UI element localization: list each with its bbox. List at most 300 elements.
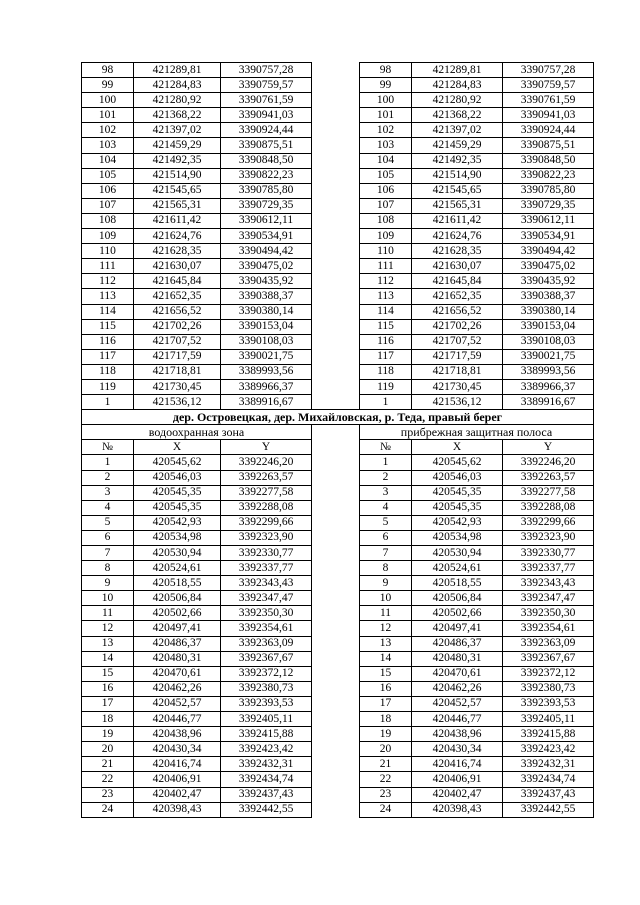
section-title-row — [82, 410, 594, 425]
table-row — [82, 546, 594, 561]
left-point-number: 115 — [82, 319, 134, 334]
right-point-number: 8 — [360, 561, 412, 576]
right-x-value: 421368,22 — [412, 108, 503, 123]
header-y-left: Y — [221, 440, 312, 455]
column-gap — [312, 515, 360, 530]
right-x-value: 421730,45 — [412, 379, 503, 394]
left-point-number: 10 — [82, 591, 134, 606]
column-gap — [312, 78, 360, 93]
left-y-value: 3390108,03 — [221, 334, 312, 349]
table-row — [82, 259, 594, 274]
left-point-number: 118 — [82, 364, 134, 379]
column-gap — [312, 561, 360, 576]
left-x-value: 420530,94 — [134, 546, 221, 561]
table-row — [82, 274, 594, 289]
left-y-value: 3392337,77 — [221, 561, 312, 576]
right-point-number: 110 — [360, 244, 412, 259]
right-x-value: 420546,03 — [412, 470, 503, 485]
left-point-number: 24 — [82, 802, 134, 817]
right-point-number: 20 — [360, 742, 412, 757]
table-row — [82, 621, 594, 636]
right-x-value: 421280,92 — [412, 93, 503, 108]
right-point-number: 119 — [360, 379, 412, 394]
table-row — [82, 727, 594, 742]
right-point-number: 102 — [360, 123, 412, 138]
column-gap — [312, 108, 360, 123]
left-x-value: 421368,22 — [134, 108, 221, 123]
column-gap — [312, 787, 360, 802]
left-x-value: 421280,92 — [134, 93, 221, 108]
table-row — [82, 606, 594, 621]
column-gap — [312, 364, 360, 379]
right-y-value: 3392432,31 — [503, 757, 594, 772]
column-gap — [312, 379, 360, 394]
right-x-value: 421492,35 — [412, 153, 503, 168]
left-y-value: 3392350,30 — [221, 606, 312, 621]
table-row — [82, 138, 594, 153]
right-point-number: 5 — [360, 515, 412, 530]
header-x-left: X — [134, 440, 221, 455]
left-y-value: 3390380,14 — [221, 304, 312, 319]
right-y-value: 3392367,67 — [503, 651, 594, 666]
left-x-value: 421624,76 — [134, 229, 221, 244]
right-x-value: 421630,07 — [412, 259, 503, 274]
left-point-number: 2 — [82, 470, 134, 485]
column-gap — [312, 636, 360, 651]
column-gap — [312, 757, 360, 772]
right-point-number: 3 — [360, 485, 412, 500]
table-row — [82, 666, 594, 681]
right-x-value: 421656,52 — [412, 304, 503, 319]
left-point-number: 105 — [82, 168, 134, 183]
left-point-number: 108 — [82, 213, 134, 228]
left-x-value: 421707,52 — [134, 334, 221, 349]
right-point-number: 116 — [360, 334, 412, 349]
right-x-value: 420545,35 — [412, 485, 503, 500]
right-point-number: 115 — [360, 319, 412, 334]
right-y-value: 3392288,08 — [503, 500, 594, 515]
left-y-value: 3390924,44 — [221, 123, 312, 138]
left-x-value: 420545,35 — [134, 500, 221, 515]
left-x-value: 420438,96 — [134, 727, 221, 742]
left-y-value: 3390759,57 — [221, 78, 312, 93]
right-point-number: 111 — [360, 259, 412, 274]
right-y-value: 3392363,09 — [503, 636, 594, 651]
left-point-number: 3 — [82, 485, 134, 500]
left-y-value: 3390761,59 — [221, 93, 312, 108]
right-y-value: 3392372,12 — [503, 666, 594, 681]
column-gap — [312, 772, 360, 787]
left-x-value: 420545,62 — [134, 455, 221, 470]
right-x-value: 420502,66 — [412, 606, 503, 621]
right-y-value: 3392323,90 — [503, 530, 594, 545]
right-point-number: 21 — [360, 757, 412, 772]
left-x-value: 421628,35 — [134, 244, 221, 259]
left-y-value: 3392263,57 — [221, 470, 312, 485]
table-row — [82, 213, 594, 228]
left-x-value: 421702,26 — [134, 319, 221, 334]
column-gap — [312, 681, 360, 696]
table-row — [82, 334, 594, 349]
right-point-number: 101 — [360, 108, 412, 123]
right-y-value: 3392299,66 — [503, 515, 594, 530]
left-point-number: 1 — [82, 455, 134, 470]
left-y-value: 3390534,91 — [221, 229, 312, 244]
right-y-value: 3390729,35 — [503, 198, 594, 213]
column-gap — [312, 334, 360, 349]
table-row — [82, 681, 594, 696]
right-x-value: 420534,98 — [412, 530, 503, 545]
column-gap — [312, 470, 360, 485]
table-row — [82, 696, 594, 711]
column-gap — [312, 63, 360, 78]
left-x-value: 421459,29 — [134, 138, 221, 153]
left-point-number: 12 — [82, 621, 134, 636]
left-y-value: 3392442,55 — [221, 802, 312, 817]
right-point-number: 112 — [360, 274, 412, 289]
table-row — [82, 455, 594, 470]
left-y-value: 3392323,90 — [221, 530, 312, 545]
right-x-value: 421702,26 — [412, 319, 503, 334]
column-gap — [312, 712, 360, 727]
left-point-number: 101 — [82, 108, 134, 123]
left-y-value: 3392405,11 — [221, 712, 312, 727]
left-x-value: 420542,93 — [134, 515, 221, 530]
column-gap — [312, 530, 360, 545]
table-row — [82, 515, 594, 530]
right-x-value: 421514,90 — [412, 168, 503, 183]
right-point-number: 114 — [360, 304, 412, 319]
header-number-left: № — [82, 440, 134, 455]
column-gap — [312, 289, 360, 304]
left-x-value: 420446,77 — [134, 712, 221, 727]
left-y-value: 3390388,37 — [221, 289, 312, 304]
right-x-value: 421628,35 — [412, 244, 503, 259]
left-x-value: 421397,02 — [134, 123, 221, 138]
left-point-number: 117 — [82, 349, 134, 364]
left-point-number: 6 — [82, 530, 134, 545]
left-x-value: 421611,42 — [134, 213, 221, 228]
left-point-number: 110 — [82, 244, 134, 259]
left-x-value: 421730,45 — [134, 379, 221, 394]
table-row — [82, 757, 594, 772]
left-y-value: 3392432,31 — [221, 757, 312, 772]
right-point-number: 107 — [360, 198, 412, 213]
left-y-value: 3390785,80 — [221, 183, 312, 198]
coordinates-table — [81, 62, 594, 818]
right-y-value: 3392442,55 — [503, 802, 594, 817]
table-row — [82, 108, 594, 123]
right-x-value: 420416,74 — [412, 757, 503, 772]
left-point-number: 113 — [82, 289, 134, 304]
left-x-value: 421718,81 — [134, 364, 221, 379]
right-y-value: 3390435,92 — [503, 274, 594, 289]
section2-header — [82, 410, 594, 455]
left-x-value: 421289,81 — [134, 63, 221, 78]
left-point-number: 22 — [82, 772, 134, 787]
right-point-number: 7 — [360, 546, 412, 561]
table-row — [82, 244, 594, 259]
table-row — [82, 153, 594, 168]
column-gap — [312, 485, 360, 500]
right-x-value: 420480,31 — [412, 651, 503, 666]
column-gap — [312, 244, 360, 259]
right-point-number: 109 — [360, 229, 412, 244]
left-point-number: 20 — [82, 742, 134, 757]
left-point-number: 1 — [82, 395, 134, 410]
left-point-number: 111 — [82, 259, 134, 274]
table-row — [82, 349, 594, 364]
right-y-value: 3390534,91 — [503, 229, 594, 244]
header-y-right: Y — [503, 440, 594, 455]
left-x-value: 421656,52 — [134, 304, 221, 319]
header-number-right: № — [360, 440, 412, 455]
right-point-number: 16 — [360, 681, 412, 696]
left-y-value: 3392354,61 — [221, 621, 312, 636]
left-point-number: 13 — [82, 636, 134, 651]
left-y-value: 3390612,11 — [221, 213, 312, 228]
left-x-value: 421652,35 — [134, 289, 221, 304]
right-x-value: 421624,76 — [412, 229, 503, 244]
left-y-value: 3390822,23 — [221, 168, 312, 183]
table-row — [82, 651, 594, 666]
left-y-value: 3392299,66 — [221, 515, 312, 530]
table-row — [82, 123, 594, 138]
right-x-value: 420542,93 — [412, 515, 503, 530]
left-y-value: 3389993,56 — [221, 364, 312, 379]
left-point-number: 9 — [82, 576, 134, 591]
right-x-value: 421289,81 — [412, 63, 503, 78]
right-y-value: 3390761,59 — [503, 93, 594, 108]
table-row — [82, 591, 594, 606]
left-y-value: 3389916,67 — [221, 395, 312, 410]
column-gap — [312, 123, 360, 138]
right-x-value: 420530,94 — [412, 546, 503, 561]
left-point-number: 4 — [82, 500, 134, 515]
right-point-number: 15 — [360, 666, 412, 681]
right-x-value: 420497,41 — [412, 621, 503, 636]
left-point-number: 100 — [82, 93, 134, 108]
left-point-number: 7 — [82, 546, 134, 561]
right-point-number: 1 — [360, 395, 412, 410]
right-x-value: 421652,35 — [412, 289, 503, 304]
column-gap — [312, 213, 360, 228]
table-row — [82, 742, 594, 757]
column-gap — [312, 591, 360, 606]
right-point-number: 18 — [360, 712, 412, 727]
left-y-value: 3389966,37 — [221, 379, 312, 394]
right-point-number: 14 — [360, 651, 412, 666]
column-gap — [312, 198, 360, 213]
column-gap — [312, 500, 360, 515]
left-x-value: 421536,12 — [134, 395, 221, 410]
right-x-value: 421718,81 — [412, 364, 503, 379]
right-point-number: 10 — [360, 591, 412, 606]
left-x-value: 420452,57 — [134, 696, 221, 711]
left-x-value: 420470,61 — [134, 666, 221, 681]
right-y-value: 3392434,74 — [503, 772, 594, 787]
table-row — [82, 470, 594, 485]
left-y-value: 3392415,88 — [221, 727, 312, 742]
right-y-value: 3390388,37 — [503, 289, 594, 304]
table-row — [82, 93, 594, 108]
left-x-value: 420416,74 — [134, 757, 221, 772]
right-subtitle: прибрежная защитная полоса — [360, 425, 594, 440]
right-y-value: 3390153,04 — [503, 319, 594, 334]
column-gap — [312, 802, 360, 817]
left-x-value: 420546,03 — [134, 470, 221, 485]
right-y-value: 3390475,02 — [503, 259, 594, 274]
left-point-number: 112 — [82, 274, 134, 289]
column-gap — [312, 742, 360, 757]
right-x-value: 421717,59 — [412, 349, 503, 364]
right-point-number: 11 — [360, 606, 412, 621]
table-row — [82, 485, 594, 500]
left-point-number: 98 — [82, 63, 134, 78]
left-x-value: 420502,66 — [134, 606, 221, 621]
right-y-value: 3392277,58 — [503, 485, 594, 500]
table-row — [82, 168, 594, 183]
right-x-value: 420470,61 — [412, 666, 503, 681]
left-y-value: 3390848,50 — [221, 153, 312, 168]
right-point-number: 23 — [360, 787, 412, 802]
left-x-value: 420506,84 — [134, 591, 221, 606]
left-y-value: 3390729,35 — [221, 198, 312, 213]
left-x-value: 421717,59 — [134, 349, 221, 364]
left-point-number: 107 — [82, 198, 134, 213]
right-point-number: 118 — [360, 364, 412, 379]
left-x-value: 421630,07 — [134, 259, 221, 274]
right-x-value: 421565,31 — [412, 198, 503, 213]
right-x-value: 420446,77 — [412, 712, 503, 727]
right-x-value: 421459,29 — [412, 138, 503, 153]
table-row — [82, 364, 594, 379]
left-x-value: 420480,31 — [134, 651, 221, 666]
left-x-value: 421492,35 — [134, 153, 221, 168]
right-x-value: 420545,62 — [412, 455, 503, 470]
right-y-value: 3392415,88 — [503, 727, 594, 742]
column-gap — [312, 576, 360, 591]
column-gap — [312, 455, 360, 470]
table-row — [82, 304, 594, 319]
right-y-value: 3390380,14 — [503, 304, 594, 319]
right-y-value: 3390612,11 — [503, 213, 594, 228]
column-gap — [312, 440, 360, 455]
left-point-number: 99 — [82, 78, 134, 93]
right-y-value: 3392380,73 — [503, 681, 594, 696]
right-point-number: 24 — [360, 802, 412, 817]
column-gap — [312, 395, 360, 410]
right-x-value: 421645,84 — [412, 274, 503, 289]
left-point-number: 114 — [82, 304, 134, 319]
table-row — [82, 787, 594, 802]
left-y-value: 3390494,42 — [221, 244, 312, 259]
right-x-value: 420438,96 — [412, 727, 503, 742]
block1-body — [82, 63, 594, 410]
right-y-value: 3390785,80 — [503, 183, 594, 198]
right-x-value: 421284,83 — [412, 78, 503, 93]
right-x-value: 420452,57 — [412, 696, 503, 711]
left-point-number: 103 — [82, 138, 134, 153]
header-x-right: X — [412, 440, 503, 455]
right-point-number: 12 — [360, 621, 412, 636]
left-x-value: 421565,31 — [134, 198, 221, 213]
left-point-number: 11 — [82, 606, 134, 621]
left-x-value: 420534,98 — [134, 530, 221, 545]
table-row — [82, 289, 594, 304]
right-x-value: 420402,47 — [412, 787, 503, 802]
table-row — [82, 712, 594, 727]
left-y-value: 3390021,75 — [221, 349, 312, 364]
left-x-value: 420430,34 — [134, 742, 221, 757]
column-gap — [312, 229, 360, 244]
right-x-value: 420518,55 — [412, 576, 503, 591]
column-gap — [312, 696, 360, 711]
right-point-number: 100 — [360, 93, 412, 108]
left-point-number: 23 — [82, 787, 134, 802]
left-point-number: 21 — [82, 757, 134, 772]
right-x-value: 420398,43 — [412, 802, 503, 817]
table-row — [82, 576, 594, 591]
left-x-value: 420524,61 — [134, 561, 221, 576]
column-gap — [312, 259, 360, 274]
table-row — [82, 379, 594, 394]
left-point-number: 104 — [82, 153, 134, 168]
column-gap — [312, 183, 360, 198]
left-x-value: 421545,65 — [134, 183, 221, 198]
right-point-number: 108 — [360, 213, 412, 228]
left-x-value: 420486,37 — [134, 636, 221, 651]
column-gap — [312, 651, 360, 666]
left-x-value: 420398,43 — [134, 802, 221, 817]
left-x-value: 420462,26 — [134, 681, 221, 696]
left-y-value: 3392288,08 — [221, 500, 312, 515]
right-x-value: 420524,61 — [412, 561, 503, 576]
subtitle-row — [82, 425, 594, 440]
right-x-value: 420506,84 — [412, 591, 503, 606]
right-point-number: 104 — [360, 153, 412, 168]
left-y-value: 3392246,20 — [221, 455, 312, 470]
left-subtitle: водоохранная зона — [82, 425, 312, 440]
column-gap — [312, 274, 360, 289]
right-point-number: 113 — [360, 289, 412, 304]
column-gap — [312, 425, 360, 440]
table-row — [82, 198, 594, 213]
table-row — [82, 78, 594, 93]
left-point-number: 106 — [82, 183, 134, 198]
right-x-value: 420462,26 — [412, 681, 503, 696]
left-y-value: 3390875,51 — [221, 138, 312, 153]
left-y-value: 3390475,02 — [221, 259, 312, 274]
left-point-number: 102 — [82, 123, 134, 138]
right-x-value: 421536,12 — [412, 395, 503, 410]
right-point-number: 17 — [360, 696, 412, 711]
table-row — [82, 561, 594, 576]
left-y-value: 3392343,43 — [221, 576, 312, 591]
table-row — [82, 395, 594, 410]
right-point-number: 103 — [360, 138, 412, 153]
left-y-value: 3392372,12 — [221, 666, 312, 681]
column-gap — [312, 621, 360, 636]
right-y-value: 3392393,53 — [503, 696, 594, 711]
right-x-value: 420545,35 — [412, 500, 503, 515]
left-point-number: 5 — [82, 515, 134, 530]
left-point-number: 16 — [82, 681, 134, 696]
right-x-value: 421545,65 — [412, 183, 503, 198]
right-y-value: 3392330,77 — [503, 546, 594, 561]
block2-body — [82, 455, 594, 817]
column-gap — [312, 93, 360, 108]
